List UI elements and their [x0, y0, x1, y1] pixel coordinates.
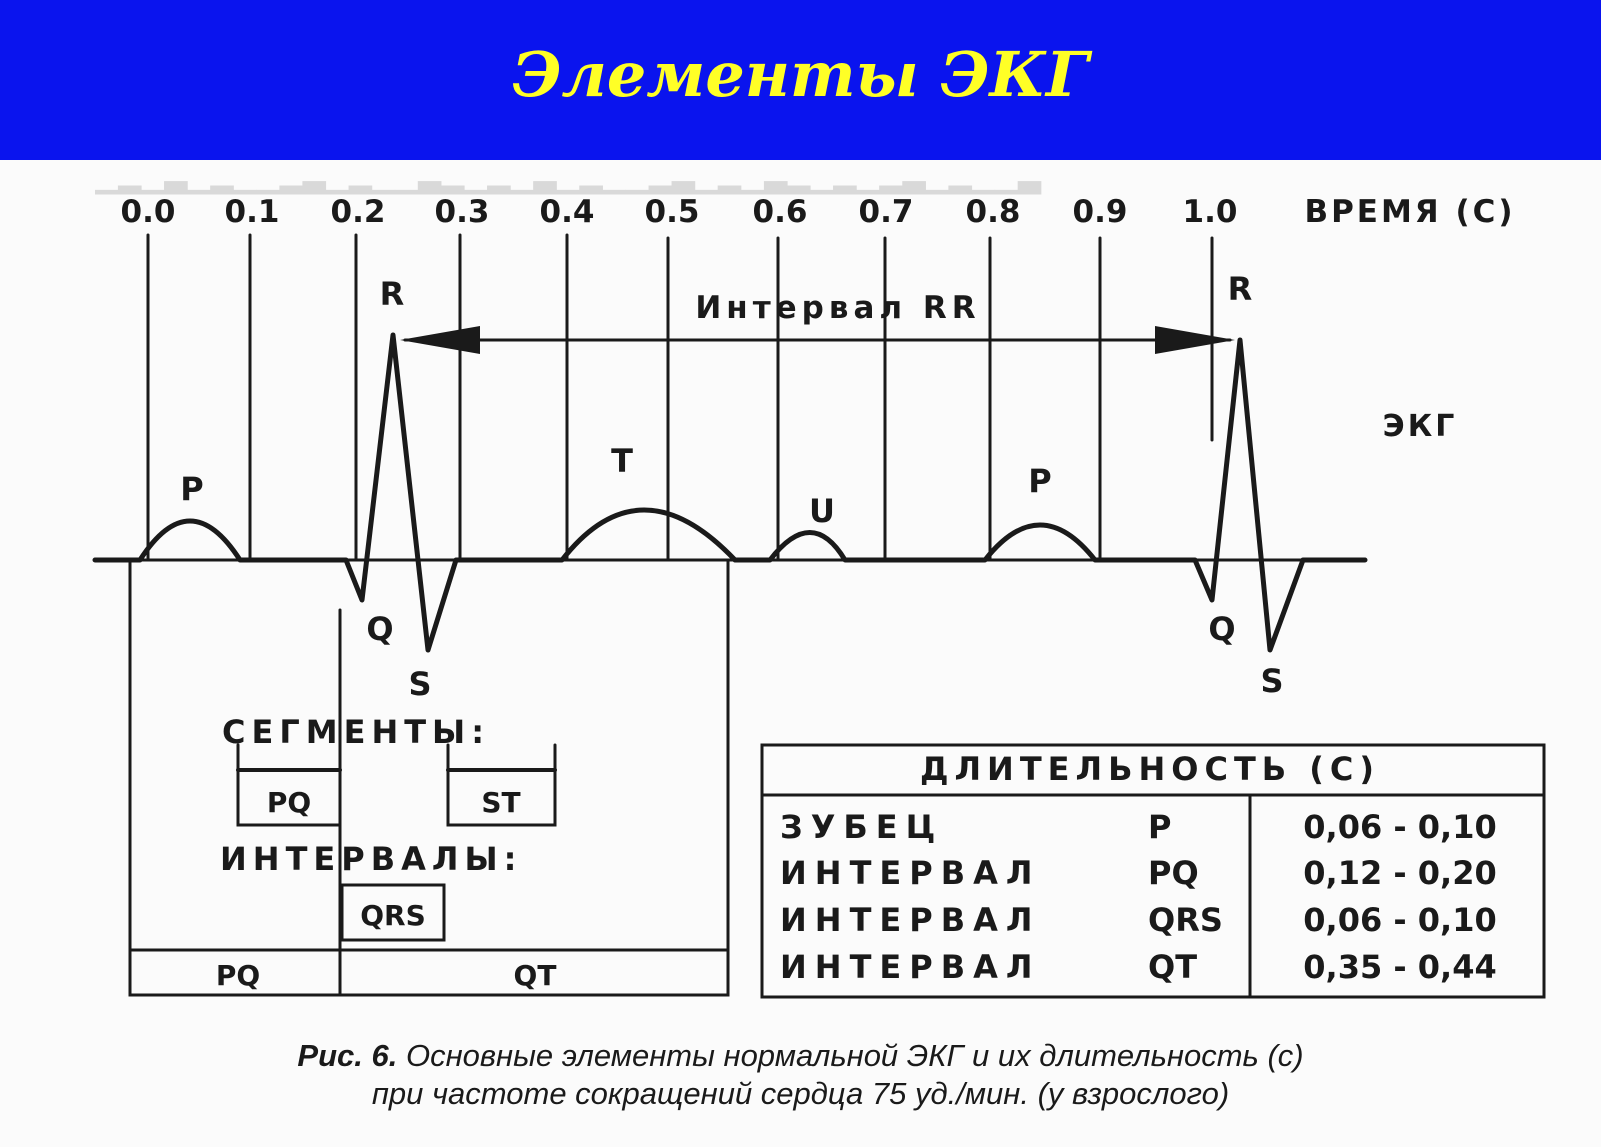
wave-label-p: P — [180, 470, 204, 508]
intervals-heading: ИНТЕРВАЛЫ: — [220, 840, 523, 878]
segment-st-label: ST — [481, 786, 521, 819]
figure-caption-line-1 — [0, 1038, 1601, 1074]
table-row-range: 0,06 - 0,10 — [1303, 808, 1497, 846]
wave-label-q: Q — [1208, 610, 1236, 648]
table-row-name: ИНТЕРВАЛ — [780, 901, 1041, 939]
time-tick: 0.6 — [752, 194, 808, 230]
wave-label-s: S — [408, 665, 432, 703]
figure-caption-text: Основные элементы нормальной ЭКГ и их длительность (с) — [405, 1038, 1304, 1073]
rr-arrow-left-head — [400, 326, 480, 354]
table-row-name: ИНТЕРВАЛ — [780, 948, 1041, 986]
ekg-label: ЭКГ — [1382, 409, 1458, 444]
wave-label-q: Q — [366, 610, 394, 648]
time-gridlines — [148, 235, 1212, 560]
interval-pq-label: PQ — [215, 959, 261, 992]
duration-table-header: ДЛИТЕЛЬНОСТЬ (С) — [919, 750, 1381, 788]
table-row-wave: QRS — [1148, 901, 1223, 939]
segments-heading: СЕГМЕНТЫ: — [222, 713, 490, 751]
segment-pq-label: PQ — [266, 786, 312, 819]
ecg-trace — [95, 335, 1365, 650]
time-tick: 0.7 — [858, 194, 914, 230]
wave-label-r: R — [379, 275, 405, 313]
figure-caption-label: Рис. 6. — [297, 1038, 398, 1073]
time-tick: 0.0 — [120, 194, 176, 230]
wave-label-s: S — [1260, 662, 1284, 700]
wave-label-t: T — [611, 442, 633, 480]
time-tick: 0.8 — [965, 194, 1021, 230]
time-axis — [121, 194, 1516, 230]
interval-qrs-label: QRS — [360, 899, 426, 932]
interval-qt-label: QT — [513, 959, 557, 992]
figure-caption-line-2: при частоте сокращений сердца 75 уд./мин. (у взрослого) — [371, 1076, 1230, 1111]
time-tick: 0.4 — [539, 194, 595, 230]
rr-arrow-right-head — [1155, 326, 1235, 354]
time-tick: 0.3 — [434, 194, 490, 230]
time-tick: 0.9 — [1072, 194, 1128, 230]
wave-label-r: R — [1227, 270, 1253, 308]
wave-labels — [180, 270, 1283, 703]
table-row-name: ЗУБЕЦ — [780, 808, 944, 846]
table-row-range: 0,12 - 0,20 — [1303, 854, 1497, 892]
background-texture: ▁▂▁▃▁▂▁▁▂▃▁▂▁▁▃▂▁▂▁▃▁▂▁▁▂▃▁▂▁▃▂▁▂▁▂▃▁▂▁▁▃ — [95, 160, 1041, 195]
slide-title: Элементы ЭКГ — [512, 38, 1089, 111]
table-row-name: ИНТЕРВАЛ — [780, 854, 1041, 892]
table-row-range: 0,35 - 0,44 — [1303, 948, 1497, 986]
wave-label-u: U — [809, 492, 835, 530]
wave-label-p: P — [1028, 462, 1052, 500]
table-row-wave: P — [1148, 808, 1172, 846]
table-row-range: 0,06 - 0,10 — [1303, 901, 1497, 939]
time-tick: 0.2 — [330, 194, 386, 230]
time-axis-label: ВРЕМЯ (С) — [1304, 194, 1516, 230]
table-row-wave: QT — [1148, 948, 1198, 986]
time-tick: 0.1 — [224, 194, 280, 230]
time-tick: 0.5 — [644, 194, 700, 230]
table-row-wave: PQ — [1148, 854, 1199, 892]
rr-interval-label: Интервал RR — [695, 290, 981, 326]
time-tick: 1.0 — [1182, 194, 1238, 230]
